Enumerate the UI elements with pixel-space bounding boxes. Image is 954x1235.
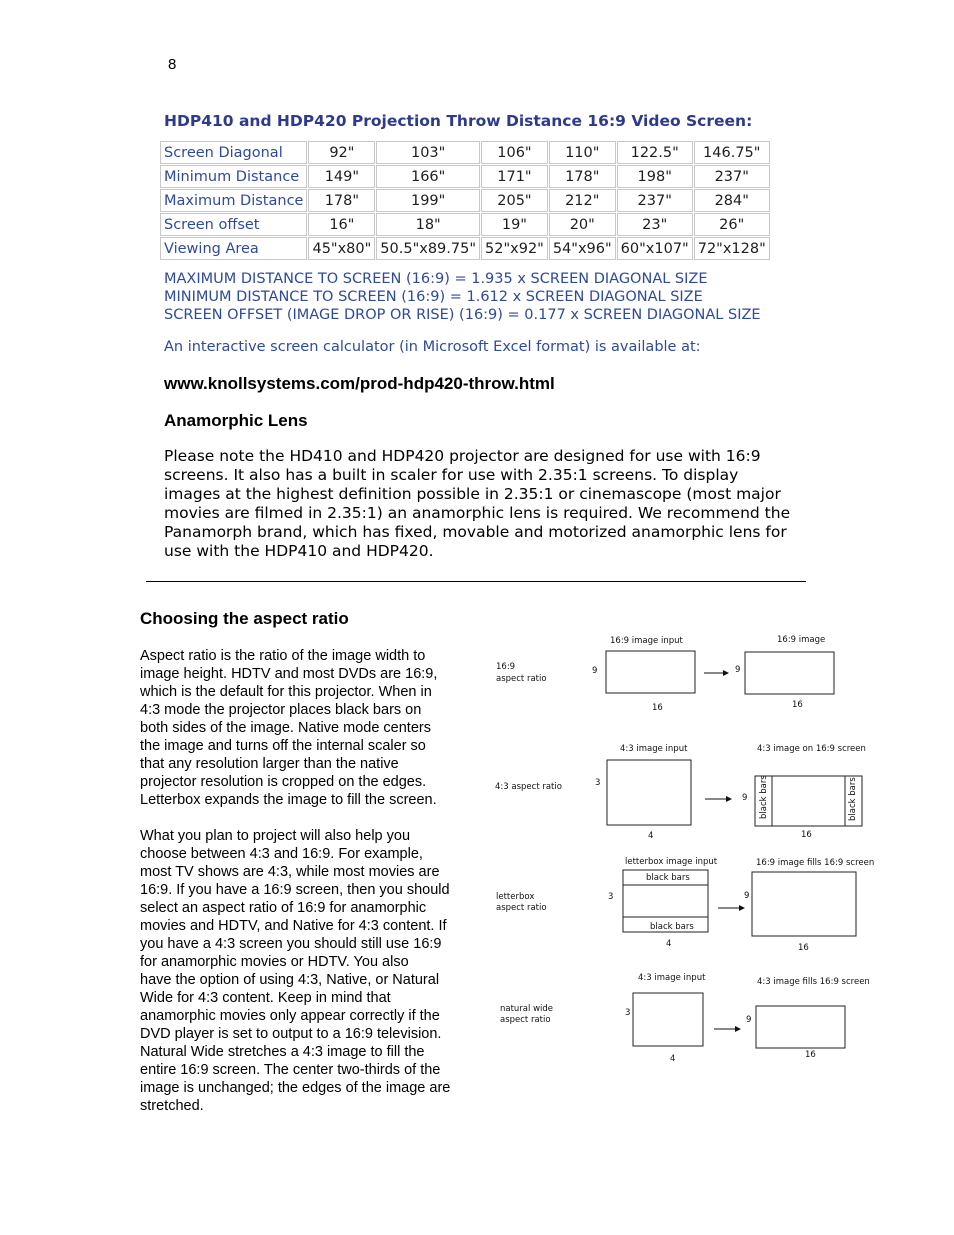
output-frame [745,652,834,694]
text-line: What you plan to project will also help you [140,828,411,844]
text-line: 4:3 mode the projector places black bars on [140,702,422,718]
width-label: 16 [792,700,803,710]
input-caption: 4:3 image input [620,744,688,754]
text-line: projector resolution is cropped on the edges. [140,774,427,790]
aspect-paragraph-1 [140,647,482,809]
input-frame [633,993,703,1046]
row-label: 4:3 aspect ratio [495,782,562,792]
diagram-row-4x3 [495,744,866,841]
table-cell: 237" [617,189,693,212]
output-caption: 16:9 image fills 16:9 screen [756,858,875,868]
text-line: Natural Wide stretches a 4:3 image to fill the [140,1044,425,1060]
text-line: image is unchanged; the edges of the image are [140,1080,451,1096]
height-label: 3 [625,1008,631,1018]
table-cell: 149" [308,165,375,188]
row-label: aspect ratio [496,903,547,913]
width-label: 16 [805,1050,816,1060]
table-cell: 50.5"x89.75" [376,237,480,260]
distance-formulas [164,270,761,324]
output-frame [752,872,856,936]
text-line: screens. It also has a built in scaler for use with 2.35:1 screens. To display [164,466,739,484]
text-line: both sides of the image. Native mode centers [140,720,431,736]
text-line: Panamorph brand, which has fixed, movable and motorized anamorphic lens for [164,523,787,541]
output-caption: 4:3 image on 16:9 screen [757,744,866,754]
table-cell: 171" [481,165,548,188]
diagram-row-16x9 [496,635,834,713]
text-line: anamorphic movies only appear correctly if the [140,1008,440,1024]
height-label: 3 [608,892,614,902]
table-cell: 103" [376,141,480,164]
table-cell: 178" [308,189,375,212]
width-label: 4 [670,1054,676,1064]
table-row [160,213,770,236]
height-label: 9 [744,891,750,901]
text-line: the image and turns off the internal scaler so [140,738,426,754]
row-label: aspect ratio [496,674,547,684]
table-cell: 16" [308,213,375,236]
diagram-row-natural-wide [500,973,870,1064]
row-label: aspect ratio [500,1015,551,1025]
table-cell: 106" [481,141,548,164]
table-cell: 110" [549,141,616,164]
aspect-heading: Choosing the aspect ratio [140,609,349,628]
aspect-text [140,647,482,1133]
row-label: Screen offset [160,213,307,236]
table-cell: 178" [549,165,616,188]
table-cell: 284" [694,189,770,212]
input-frame [606,651,695,693]
text-line: that any resolution larger than the native [140,756,399,772]
text-line: DVD player is set to output to a 16:9 television. [140,1026,442,1042]
width-label: 4 [648,831,654,841]
output-caption: 4:3 image fills 16:9 screen [757,977,870,987]
text-line: movies are filmed in 2.35:1) an anamorphic lens is required. We recommend the [164,504,791,522]
table-cell: 92" [308,141,375,164]
text-line: movies and HDTV, and Native for 4:3 content. If [140,918,447,934]
table-cell: 18" [376,213,480,236]
table-cell: 122.5" [617,141,693,164]
calculator-note: An interactive screen calculator (in Microsoft Excel format) is available at: [164,339,701,355]
height-label: 9 [735,665,741,675]
width-label: 16 [652,703,663,713]
input-caption: letterbox image input [625,857,718,867]
output-frame [755,776,862,826]
black-bars-label: black bars [646,873,690,883]
table-cell: 54"x96" [549,237,616,260]
aspect-ratio-diagram [488,628,878,1078]
height-label: 3 [595,778,601,788]
width-label: 4 [666,939,672,949]
table-row [160,189,770,212]
black-bars-label: black bars [650,922,694,932]
text-line: Please note the HD410 and HDP420 projector are designed for use with 16:9 [164,447,761,465]
formula-min: MINIMUM DISTANCE TO SCREEN (16:9) = 1.612 x SCREEN DIAGONAL SIZE [164,289,703,305]
text-line: images at the highest definition possible in 2.35:1 or cinemascope (most major [164,485,781,503]
aspect-paragraph-2 [140,827,482,1115]
table-cell: 52"x92" [481,237,548,260]
input-caption: 16:9 image input [610,636,683,646]
text-line: Aspect ratio is the ratio of the image width to [140,648,426,664]
width-label: 16 [801,830,812,840]
table-cell: 60"x107" [617,237,693,260]
table-cell: 198" [617,165,693,188]
row-label: natural wide [500,1004,554,1014]
black-bars-label: black bars [759,775,769,819]
width-label: 16 [798,943,809,953]
table-row [160,237,770,260]
black-bars-label: black bars [848,777,858,821]
table-cell: 237" [694,165,770,188]
text-line: Letterbox expands the image to fill the screen. [140,792,437,808]
row-label: Viewing Area [160,237,307,260]
table-cell: 146.75" [694,141,770,164]
text-line: choose between 4:3 and 16:9. For example, [140,846,423,862]
row-label: Screen Diagonal [160,141,307,164]
throw-distance-table [159,140,771,261]
row-label: Maximum Distance [160,189,307,212]
table-cell: 45"x80" [308,237,375,260]
table-cell: 166" [376,165,480,188]
table-cell: 26" [694,213,770,236]
input-caption: 4:3 image input [638,973,706,983]
text-line: entire 16:9 screen. The center two-thirds of the [140,1062,441,1078]
text-line: you have a 4:3 screen you should still use 16:9 [140,936,442,952]
row-label: Minimum Distance [160,165,307,188]
height-label: 9 [592,666,598,676]
section-divider [146,581,806,582]
text-line: stretched. [140,1098,204,1114]
anamorphic-heading: Anamorphic Lens [164,411,308,430]
throw-table-title: HDP410 and HDP420 Projection Throw Distance 16:9 Video Screen: [164,112,753,130]
row-label: letterbox [496,892,535,902]
height-label: 9 [742,793,748,803]
table-cell: 199" [376,189,480,212]
text-line: have the option of using 4:3, Native, or Natural [140,972,440,988]
text-line: image height. HDTV and most DVDs are 16:9, [140,666,438,682]
output-frame [756,1006,845,1048]
text-line: for anamorphic movies or HDTV. You also [140,954,409,970]
diagram-row-letterbox [496,857,874,953]
page-number: 8 [168,56,177,73]
text-line: 16:9. If you have a 16:9 screen, then you should [140,882,450,898]
table-cell: 19" [481,213,548,236]
height-label: 9 [746,1015,752,1025]
text-line: Wide for 4:3 content. Keep in mind that [140,990,391,1006]
text-line: use with the HDP410 and HDP420. [164,542,434,560]
table-row [160,141,770,164]
table-cell: 205" [481,189,548,212]
text-line: most TV shows are 4:3, while most movies are [140,864,440,880]
table-cell: 23" [617,213,693,236]
table-cell: 212" [549,189,616,212]
table-cell: 20" [549,213,616,236]
text-line: select an aspect ratio of 16:9 for anamorphic [140,900,427,916]
output-caption: 16:9 image [777,635,826,645]
formula-max: MAXIMUM DISTANCE TO SCREEN (16:9) = 1.935 x SCREEN DIAGONAL SIZE [164,271,708,287]
table-cell: 72"x128" [694,237,770,260]
formula-offset: SCREEN OFFSET (IMAGE DROP OR RISE) (16:9) = 0.177 x SCREEN DIAGONAL SIZE [164,307,761,323]
anamorphic-paragraph [164,447,814,561]
input-frame [607,760,691,825]
table-row [160,165,770,188]
calculator-url: www.knollsystems.com/prod-hdp420-throw.html [164,374,555,393]
row-label: 16:9 [496,662,516,672]
text-line: which is the default for this projector. When in [140,684,432,700]
